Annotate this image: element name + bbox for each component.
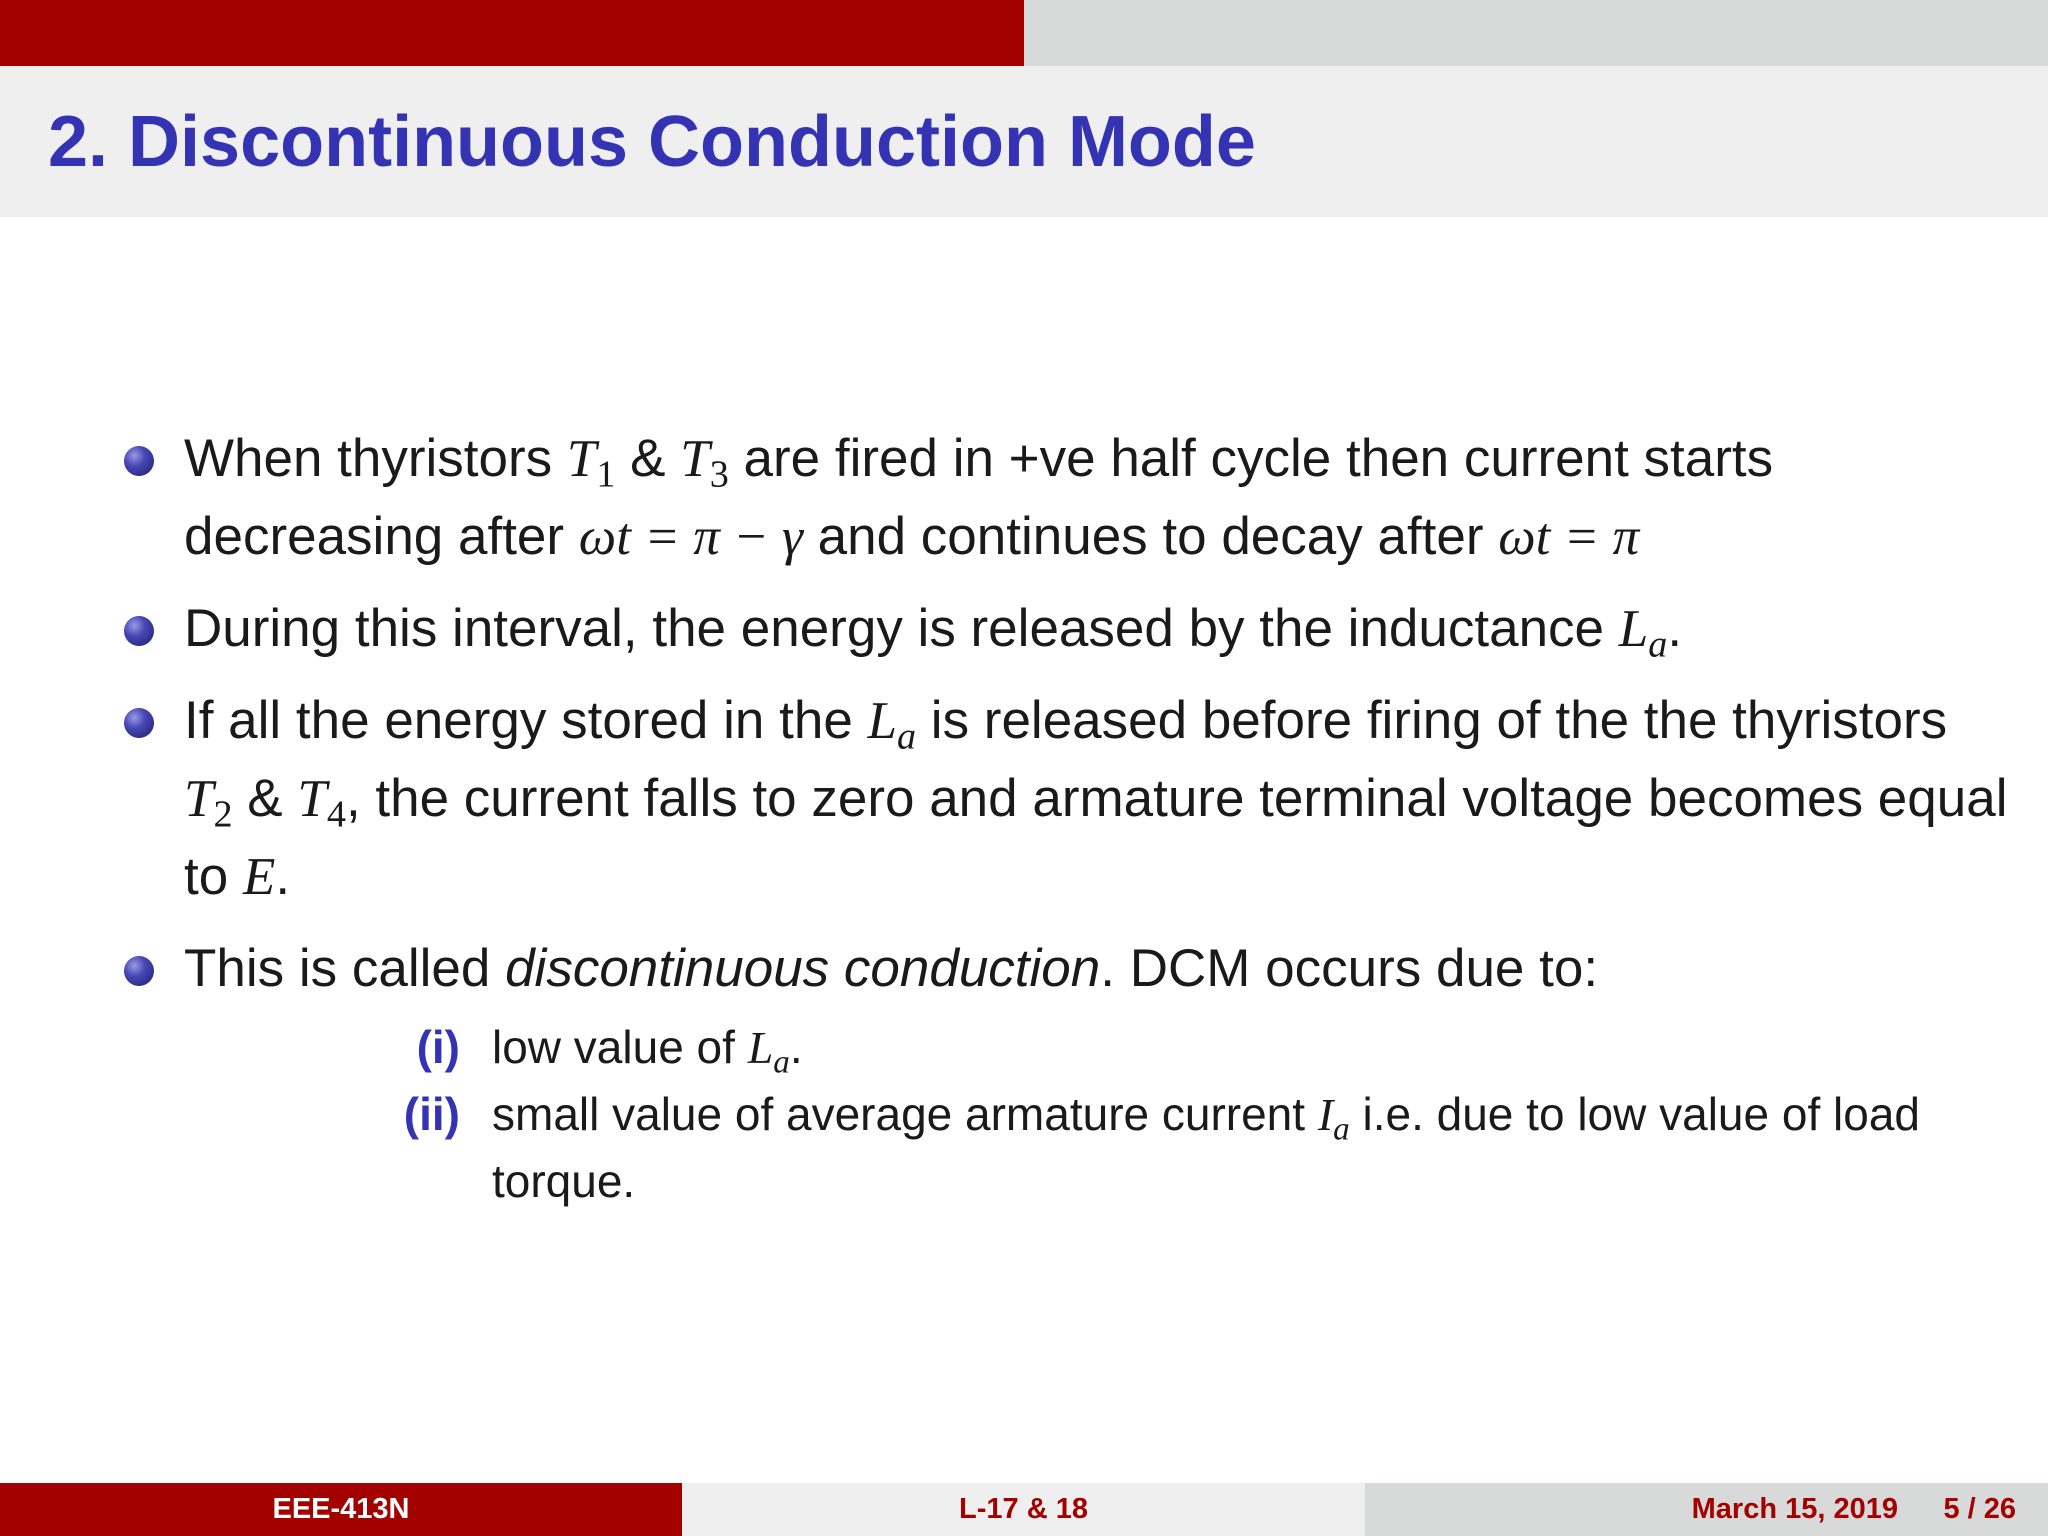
progress-bar-remaining (1024, 0, 2048, 66)
bullet-text: is released before firing of the the thyristors (916, 691, 1948, 750)
math-subscript: a (773, 1043, 790, 1081)
math-subscript: a (1648, 623, 1668, 666)
math-expression: ωt = π (1498, 508, 1640, 566)
list-item (184, 1014, 2008, 1081)
footer-course: EEE-413N (0, 1483, 682, 1536)
math-expression: ωt = π − γ (578, 508, 803, 566)
emphasized-term: discontinuous conduction (505, 939, 1101, 998)
math-subscript: a (897, 715, 917, 758)
enumerated-list (184, 1014, 2008, 1214)
math-subscript: 1 (596, 453, 616, 496)
bullet-icon (124, 446, 154, 476)
footer-date: March 15, 2019 (1691, 1493, 1898, 1525)
math-subscript: 4 (326, 793, 346, 836)
bullet-text: . (1667, 599, 1683, 658)
math-symbol: T (566, 430, 597, 488)
bullet-icon (124, 956, 154, 986)
math-symbol: T (184, 770, 214, 828)
slide-footer (0, 1483, 2048, 1536)
bullet-text: and continues to decay after (802, 507, 1499, 566)
page-number: 5 / 26 (1943, 1493, 2016, 1525)
bullet-text: & (615, 429, 681, 488)
math-symbol: I (1317, 1089, 1334, 1140)
bullet-icon (124, 708, 154, 738)
bullet-text: . DCM occurs due to: (1100, 939, 1599, 998)
math-symbol: T (297, 770, 327, 828)
list-item-text: i.e. due to low value of load torque. (492, 1088, 1920, 1207)
math-subscript: a (1333, 1110, 1350, 1148)
bullet-text: When thyristors (184, 429, 567, 488)
slide-title: 2. Discontinuous Conduction Mode (48, 102, 1256, 182)
bullet-text: . (275, 847, 291, 906)
math-symbol: L (867, 692, 897, 750)
math-subscript: 2 (213, 793, 233, 836)
list-item-text: small value of average armature current (492, 1088, 1318, 1140)
list-item-number: (i) (416, 1021, 460, 1073)
bullet-text: , the current falls to zero and armature terminal voltage becomes equal to (184, 769, 2008, 906)
math-symbol: L (1618, 600, 1649, 658)
list-item (184, 1081, 2008, 1214)
list-item-number: (ii) (403, 1088, 460, 1140)
bullet-text: & (232, 769, 298, 828)
progress-bar-fill (0, 0, 1024, 66)
slide-content (0, 420, 2048, 1228)
bullet-text: This is called (184, 939, 506, 998)
bullet-icon (124, 616, 154, 646)
footer-lecture: L-17 & 18 (682, 1483, 1365, 1536)
bullet-item (0, 682, 2048, 916)
progress-bar (0, 0, 2048, 66)
math-symbol: T (680, 430, 710, 488)
bullet-item (0, 590, 2048, 668)
bullet-text: If all the energy stored in the (184, 691, 868, 750)
bullet-text: During this interval, the energy is released by the inductance (184, 599, 1619, 658)
bullet-text: are fired in +ve half cycle then current starts decreasing after (184, 429, 1774, 566)
bullet-item (0, 930, 2048, 1214)
footer-info (1365, 1483, 2048, 1536)
bullet-item (0, 420, 2048, 576)
math-symbol: L (747, 1022, 774, 1073)
list-item-text: low value of (492, 1021, 748, 1073)
math-symbol: E (242, 848, 276, 906)
math-subscript: 3 (709, 453, 729, 496)
list-item-text: . (789, 1021, 803, 1073)
